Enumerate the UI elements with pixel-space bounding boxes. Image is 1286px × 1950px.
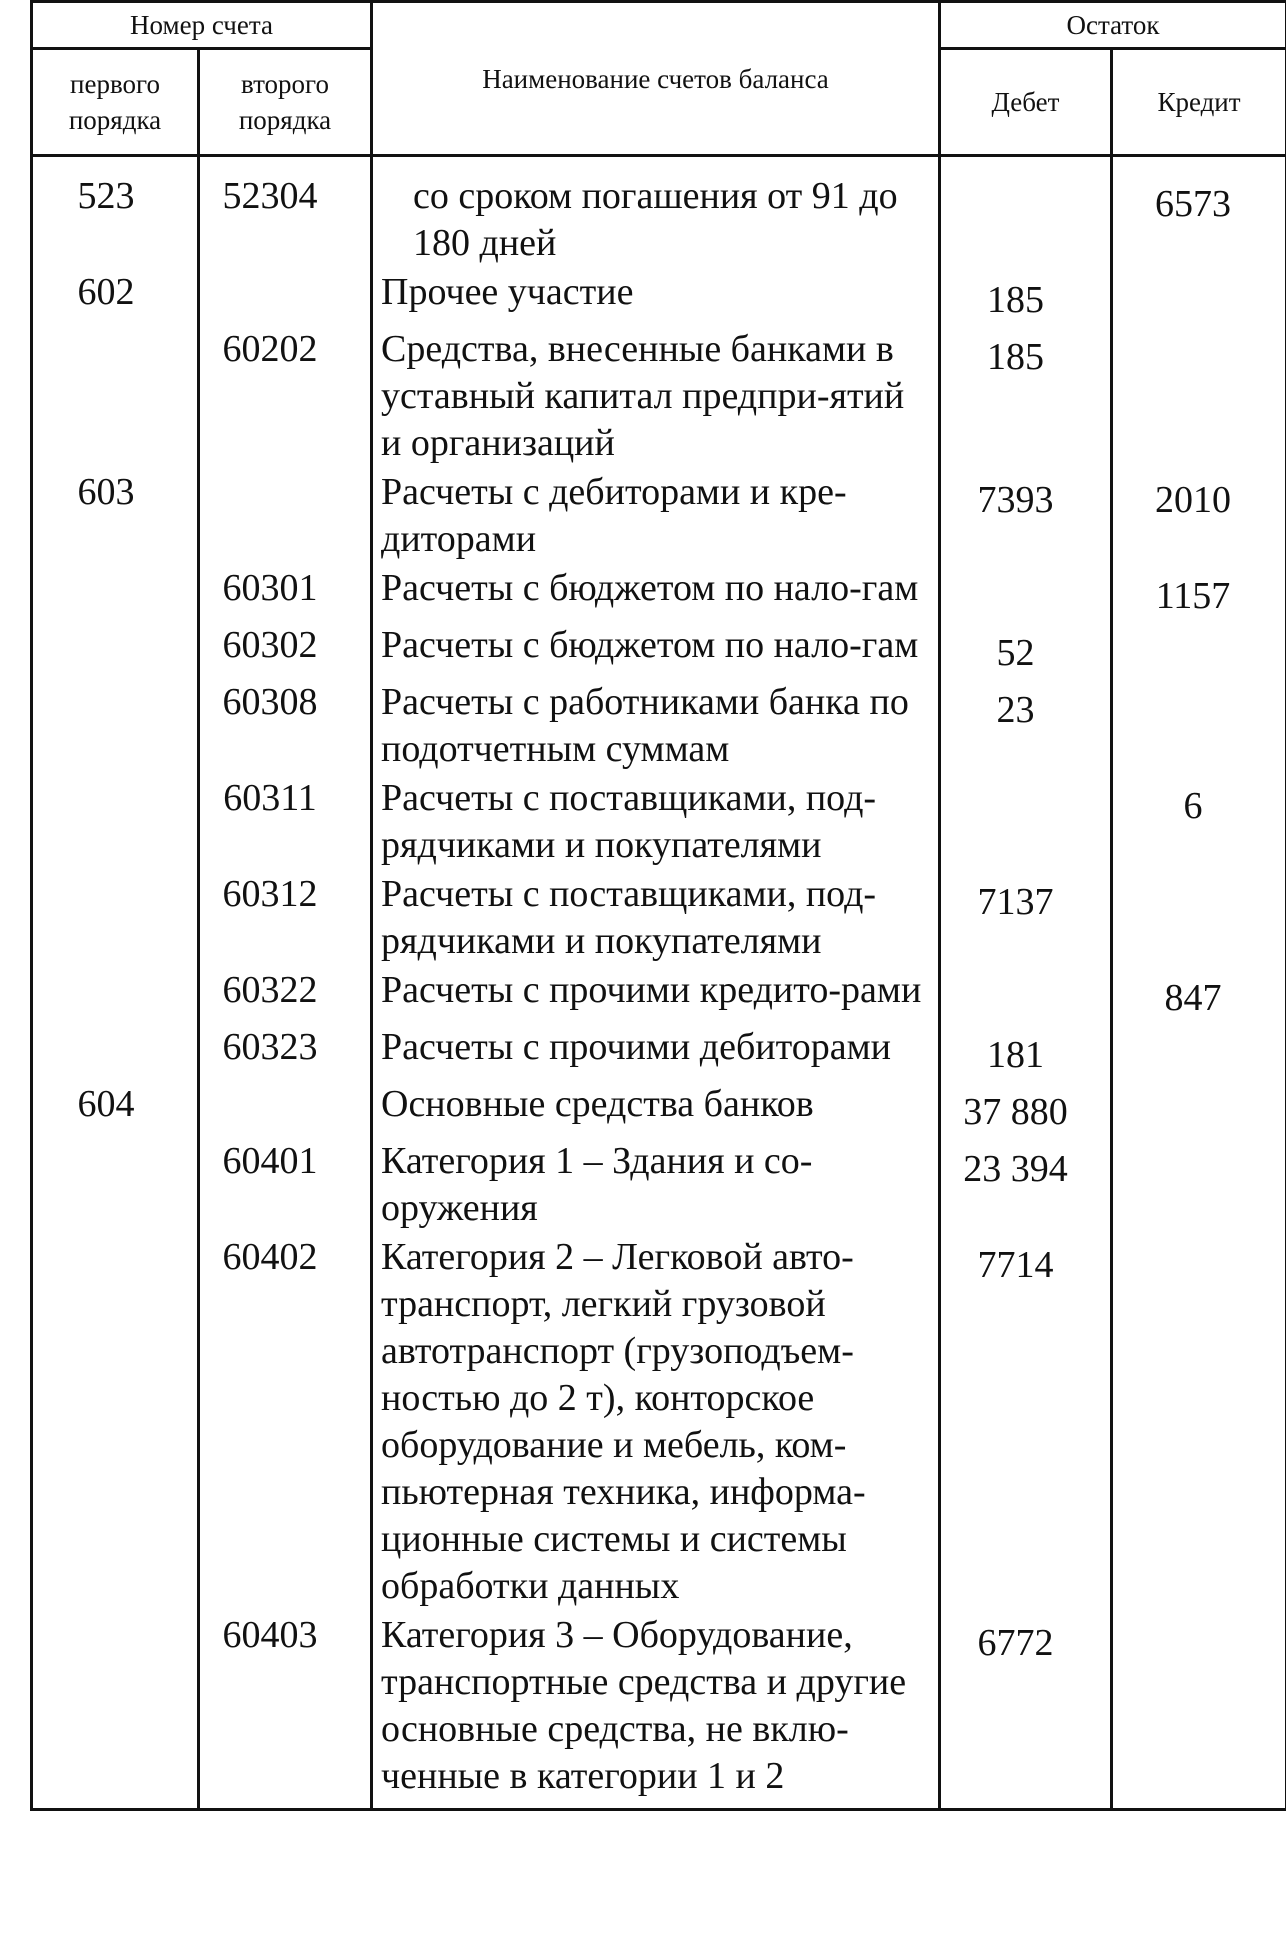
second-order-number: 60402 [199, 1234, 372, 1612]
first-order-number: 602 [32, 269, 199, 326]
second-order-number: 60323 [199, 1024, 372, 1081]
credit-value [1112, 326, 1286, 469]
table-row [32, 679, 1286, 775]
second-order-number [199, 1081, 372, 1138]
credit-value [1112, 1612, 1286, 1810]
credit-value [1112, 1234, 1286, 1612]
table-row [32, 1612, 1286, 1810]
account-name: Расчеты с поставщиками, под-рядчиками и покупателями [372, 871, 940, 967]
credit-value [1112, 269, 1286, 326]
first-order-number [32, 775, 199, 871]
credit-value [1112, 1138, 1286, 1234]
debit-header: Дебет [940, 49, 1112, 156]
credit-value [1112, 622, 1286, 679]
first-order-number [32, 1138, 199, 1234]
account-name: Средства, внесенные банками в уставный капитал предпри-ятий и организаций [372, 326, 940, 469]
second-order-number: 60301 [199, 565, 372, 622]
account-name: Категория 1 – Здания и со-оружения [372, 1138, 940, 1234]
second-order-number: 60403 [199, 1612, 372, 1810]
account-name: Расчеты с дебиторами и кре-диторами [372, 469, 940, 565]
account-name: Прочее участие [372, 269, 940, 326]
account-name: Расчеты с бюджетом по нало-гам [372, 622, 940, 679]
credit-value: 2010 [1112, 469, 1286, 565]
account-name: Основные средства банков [372, 1081, 940, 1138]
balance-accounts-table [30, 0, 1286, 1811]
table-row [32, 1081, 1286, 1138]
debit-value: 181 [940, 1024, 1112, 1081]
first-order-number [32, 565, 199, 622]
second-order-number: 60202 [199, 326, 372, 469]
credit-header: Кредит [1112, 49, 1286, 156]
table-row [32, 1234, 1286, 1612]
table-row [32, 565, 1286, 622]
debit-value: 37 880 [940, 1081, 1112, 1138]
balance-header: Остаток [940, 2, 1286, 49]
account-name: Расчеты с прочими кредито-рами [372, 967, 940, 1024]
table-row [32, 156, 1286, 270]
debit-value: 52 [940, 622, 1112, 679]
second-order-number: 60308 [199, 679, 372, 775]
debit-value: 6772 [940, 1612, 1112, 1810]
credit-value: 6573 [1112, 156, 1286, 270]
debit-value: 185 [940, 326, 1112, 469]
first-order-number [32, 1612, 199, 1810]
table-header [32, 2, 1286, 156]
second-order-number [199, 269, 372, 326]
table-row [32, 469, 1286, 565]
credit-value [1112, 871, 1286, 967]
debit-value [940, 565, 1112, 622]
second-order-number: 60311 [199, 775, 372, 871]
table-row [32, 326, 1286, 469]
debit-value: 185 [940, 269, 1112, 326]
first-order-number [32, 871, 199, 967]
account-number-header: Номер счета [32, 2, 372, 49]
first-order-header: первого порядка [32, 49, 199, 156]
second-order-header: второго порядка [199, 49, 372, 156]
account-name: Расчеты с бюджетом по нало-гам [372, 565, 940, 622]
account-name-header: Наименование счетов баланса [372, 2, 940, 156]
table-row [32, 775, 1286, 871]
debit-value: 7137 [940, 871, 1112, 967]
credit-value: 1157 [1112, 565, 1286, 622]
first-order-number [32, 679, 199, 775]
second-order-number: 60401 [199, 1138, 372, 1234]
debit-value: 7393 [940, 469, 1112, 565]
second-order-number: 52304 [199, 156, 372, 270]
account-name: Расчеты с работниками банка по подотчетным суммам [372, 679, 940, 775]
first-order-number [32, 1234, 199, 1612]
credit-value [1112, 1081, 1286, 1138]
account-name: со сроком погашения от 91 до 180 дней [372, 156, 940, 270]
table-row [32, 871, 1286, 967]
first-order-number: 603 [32, 469, 199, 565]
account-name: Расчеты с прочими дебиторами [372, 1024, 940, 1081]
table-row [32, 967, 1286, 1024]
first-order-number [32, 622, 199, 679]
debit-value: 23 394 [940, 1138, 1112, 1234]
second-order-number: 60302 [199, 622, 372, 679]
table-body [32, 156, 1286, 1810]
second-order-number: 60322 [199, 967, 372, 1024]
debit-value [940, 967, 1112, 1024]
account-name: Категория 2 – Легковой авто-транспорт, легкий грузовой автотранспорт (грузоподъем-ностью до 2 т), конторское оборудование и мебель, ком-пьютерная техника, информа-ционные системы и системы обработки данных [372, 1234, 940, 1612]
first-order-number [32, 1024, 199, 1081]
first-order-number: 523 [32, 156, 199, 270]
first-order-number: 604 [32, 1081, 199, 1138]
credit-value [1112, 679, 1286, 775]
second-order-number: 60312 [199, 871, 372, 967]
debit-value [940, 775, 1112, 871]
debit-value: 7714 [940, 1234, 1112, 1612]
first-order-number [32, 326, 199, 469]
table-row [32, 269, 1286, 326]
credit-value: 6 [1112, 775, 1286, 871]
table-row [32, 1138, 1286, 1234]
credit-value [1112, 1024, 1286, 1081]
account-name: Категория 3 – Оборудование, транспортные средства и другие основные средства, не вклю-ченные в категории 1 и 2 [372, 1612, 940, 1810]
credit-value: 847 [1112, 967, 1286, 1024]
debit-value: 23 [940, 679, 1112, 775]
first-order-number [32, 967, 199, 1024]
table-row [32, 622, 1286, 679]
table-row [32, 1024, 1286, 1081]
second-order-number [199, 469, 372, 565]
debit-value [940, 156, 1112, 270]
account-name: Расчеты с поставщиками, под-рядчиками и покупателями [372, 775, 940, 871]
